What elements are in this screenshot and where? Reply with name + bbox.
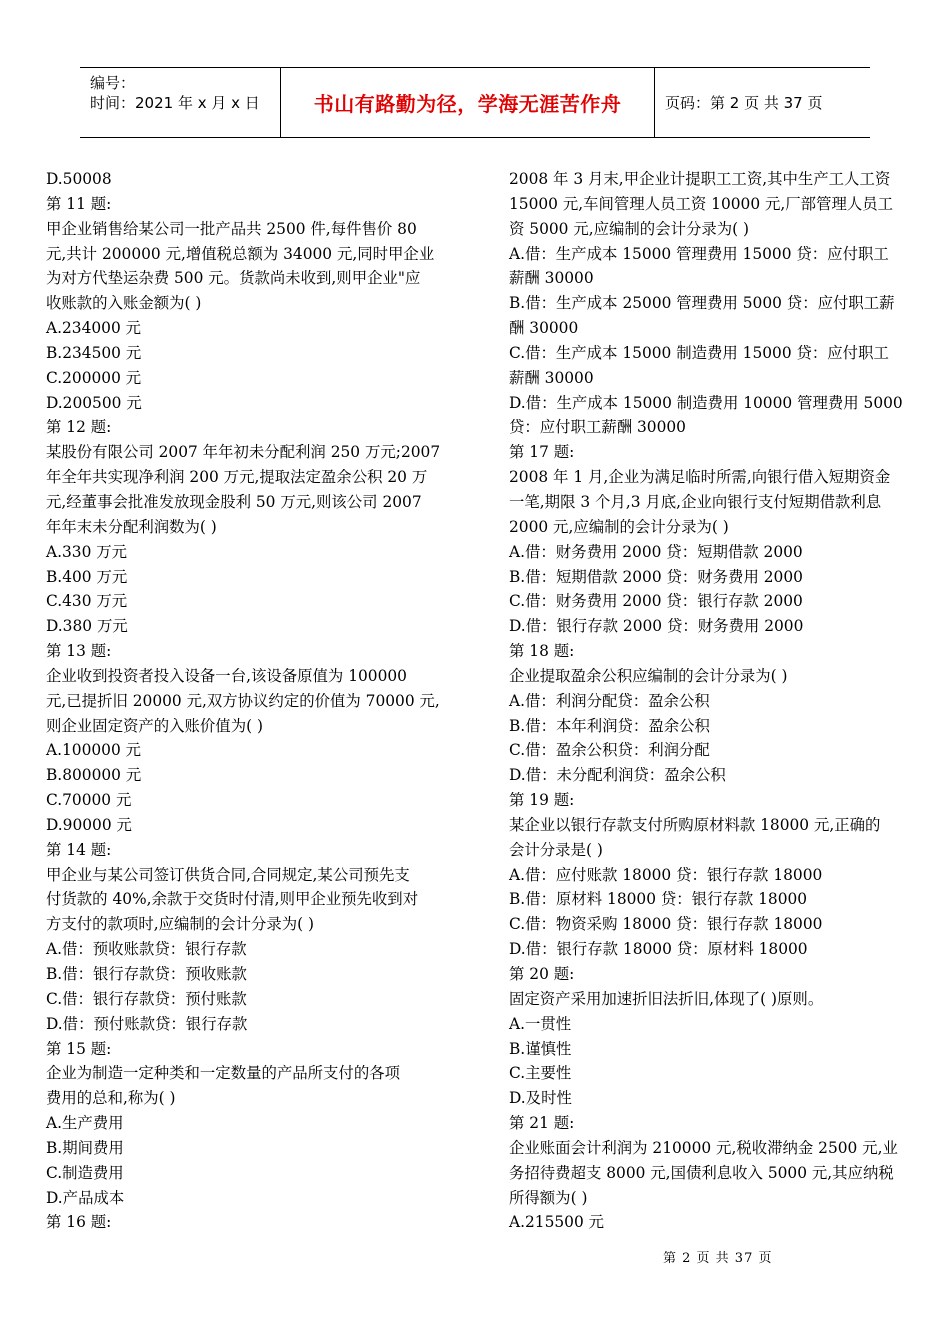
text-line: C.430 万元 (46, 592, 128, 611)
text-line: B.借：原材料 18000 贷：银行存款 18000 (509, 890, 808, 909)
text-line: B.400 万元 (46, 567, 128, 586)
text-line: 某股份有限公司 2007 年年初未分配利润 250 万元;2007 (46, 443, 441, 462)
text-line: C.制造费用 (46, 1163, 124, 1182)
text-line: C.借：银行存款贷：预付账款 (46, 989, 247, 1008)
text-line: 企业为制造一定种类和一定数量的产品所支付的各项 (46, 1064, 400, 1083)
text-line: 第 14 题: (46, 840, 112, 859)
text-line: 第 12 题: (46, 418, 112, 437)
text-line: 酬 30000 (509, 319, 579, 338)
text-line: 方支付的款项时,应编制的会计分录为( ) (46, 915, 315, 934)
text-line: 会计分录是( ) (509, 840, 603, 859)
text-line: 费用的总和,称为( ) (46, 1089, 176, 1108)
text-line: B.借：生产成本 25000 管理费用 5000 贷：应付职工薪 (509, 294, 895, 313)
text-line: C.借：生产成本 15000 制造费用 15000 贷：应付职工 (509, 343, 889, 362)
text-line: A.234000 元 (46, 319, 142, 338)
text-line: D.借：未分配利润贷：盈余公积 (509, 766, 726, 785)
text-line: C.借：盈余公积贷：利润分配 (509, 741, 710, 760)
text-line: 某企业以银行存款支付所购原材料款 18000 元,正确的 (509, 815, 881, 834)
text-line: B.谨慎性 (509, 1039, 572, 1058)
text-line: 收账款的入账金额为( ) (46, 294, 202, 313)
text-line: 固定资产采用加速折旧法折旧,体现了( )原则。 (509, 989, 824, 1008)
text-line: 元,共计 200000 元,增值税总额为 34000 元,同时甲企业 (46, 244, 435, 263)
text-line: D.借：预付账款贷：银行存款 (46, 1014, 248, 1033)
text-line: 企业提取盈余公积应编制的会计分录为( ) (509, 666, 788, 685)
text-line: 薪酬 30000 (509, 269, 594, 288)
number-label: 编号： (90, 74, 136, 92)
text-line: 15000 元,车间管理人员工资 10000 元,厂部管理人员工 (509, 194, 894, 213)
text-line: A.借：应付账款 18000 贷：银行存款 18000 (509, 865, 823, 884)
text-line: D.借：生产成本 15000 制造费用 10000 管理费用 5000 (509, 393, 903, 412)
text-line: 第 15 题: (46, 1039, 112, 1058)
text-line: 第 20 题: (509, 965, 575, 983)
text-line: C.200000 元 (46, 368, 142, 387)
text-line: C.借：财务费用 2000 贷：银行存款 2000 (509, 592, 803, 611)
text-line: A.借：预收账款贷：银行存款 (46, 940, 247, 959)
text-line: 务招待费超支 8000 元,国债利息收入 5000 元,其应纳税 (509, 1163, 894, 1182)
text-line: A.330 万元 (46, 542, 128, 561)
header-motto-cell (281, 68, 655, 137)
motto-text: 书山有路勤为径，学海无涯苦作舟 (313, 92, 622, 116)
text-line: 第 19 题: (509, 791, 575, 810)
text-line: D.380 万元 (46, 617, 128, 636)
page-header (80, 67, 870, 138)
right-column (509, 167, 909, 1235)
text-line: 企业账面会计利润为 210000 元,税收滞纳金 2500 元,业 (509, 1138, 898, 1157)
text-line: D.90000 元 (46, 815, 132, 834)
text-line: 第 11 题: (46, 194, 112, 213)
text-line: B.借：本年利润贷：盈余公积 (509, 716, 710, 735)
text-line: 资 5000 元,应编制的会计分录为( ) (509, 219, 750, 238)
text-line: D.借：银行存款 18000 贷：原材料 18000 (509, 940, 808, 959)
text-line: 第 21 题: (509, 1114, 575, 1133)
text-line: A.100000 元 (46, 741, 142, 760)
text-line: 年年末未分配利润数为( ) (46, 517, 217, 536)
left-column (46, 167, 446, 1235)
text-line: 甲企业销售给某公司一批产品共 2500 件,每件售价 80 (46, 219, 417, 238)
text-line: A.借：利润分配贷：盈余公积 (509, 691, 710, 710)
header-page-cell (655, 68, 870, 137)
text-line: 薪酬 30000 (509, 368, 594, 387)
text-line: 第 17 题: (509, 443, 575, 462)
header-info-cell (80, 68, 281, 137)
text-line: 元,已提折旧 20000 元,双方协议约定的价值为 70000 元, (46, 691, 440, 710)
text-line: C.70000 元 (46, 791, 132, 810)
text-line: D.50008 (46, 170, 112, 188)
text-line: 2000 元,应编制的会计分录为( ) (509, 517, 729, 536)
text-line: B.期间费用 (46, 1138, 124, 1157)
text-line: D.产品成本 (46, 1188, 125, 1207)
text-line: C.主要性 (509, 1064, 572, 1083)
page-code: 页码：第 2 页 共 37 页 (665, 94, 823, 112)
time-label: 时间：2021 年 x 月 x 日 (90, 94, 260, 112)
text-line: D.200500 元 (46, 393, 142, 412)
text-line: D.借：银行存款 2000 贷：财务费用 2000 (509, 617, 804, 636)
text-line: 第 18 题: (509, 642, 575, 661)
text-line: 则企业固定资产的入账价值为( ) (46, 716, 263, 735)
text-line: 企业收到投资者投入设备一台,该设备原值为 100000 (46, 666, 407, 685)
text-line: 甲企业与某公司签订供货合同,合同规定,某公司预先支 (46, 865, 410, 884)
text-line: 第 13 题: (46, 642, 112, 661)
text-line: A.借：生产成本 15000 管理费用 15000 贷：应付职工 (509, 244, 889, 263)
text-line: A.215500 元 (509, 1213, 605, 1232)
text-line: B.借：银行存款贷：预收账款 (46, 965, 247, 983)
text-line: 2008 年 3 月末,甲企业计提职工工资,其中生产工人工资 (509, 170, 891, 188)
text-line: 贷：应付职工薪酬 30000 (509, 418, 686, 437)
text-line: 年全年共实现净利润 200 万元,提取法定盈余公积 20 万 (46, 468, 428, 487)
text-line: 元,经董事会批准发放现金股利 50 万元,则该公司 2007 (46, 492, 422, 511)
page-footer: 第 2 页 共 37 页 (663, 1251, 773, 1266)
text-line: D.及时性 (509, 1089, 572, 1108)
text-line: B.800000 元 (46, 766, 142, 785)
text-line: C.借：物资采购 18000 贷：银行存款 18000 (509, 915, 823, 934)
text-line: 第 16 题: (46, 1213, 112, 1232)
text-line: A.生产费用 (46, 1114, 124, 1133)
text-line: 2008 年 1 月,企业为满足临时所需,向银行借入短期资金 (509, 468, 891, 487)
text-line: 所得额为( ) (509, 1188, 588, 1207)
text-line: 一笔,期限 3 个月,3 月底,企业向银行支付短期借款利息 (509, 492, 882, 511)
text-line: A.借：财务费用 2000 贷：短期借款 2000 (509, 542, 803, 561)
text-line: 为对方代垫运杂费 500 元。货款尚未收到,则甲企业"应 (46, 269, 421, 288)
text-line: A.一贯性 (509, 1014, 572, 1033)
text-line: B.234500 元 (46, 343, 142, 362)
text-line: B.借：短期借款 2000 贷：财务费用 2000 (509, 567, 803, 586)
text-line: 付货款的 40%,余款于交货时付清,则甲企业预先收到对 (46, 890, 419, 909)
